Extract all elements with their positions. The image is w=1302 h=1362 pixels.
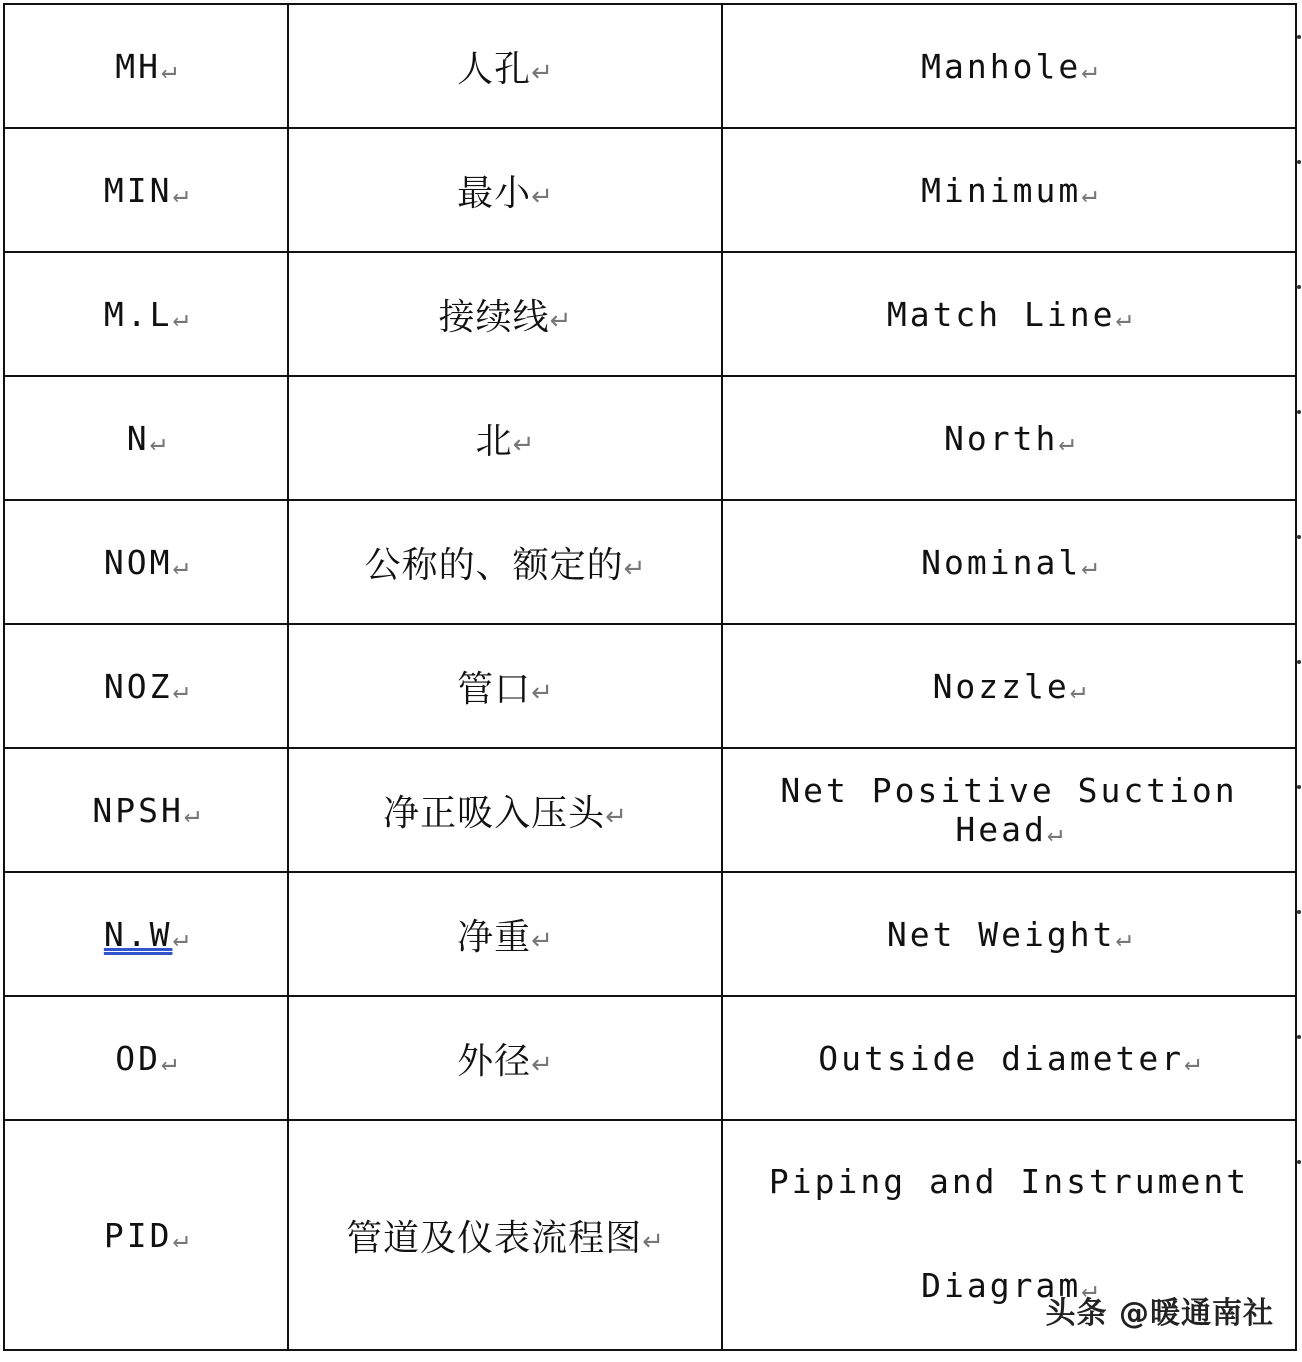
paragraph-mark-icon: ↵ <box>1115 302 1132 333</box>
paragraph-mark-icon: ↵ <box>172 922 189 953</box>
english-cell-text: Nozzle <box>932 666 1070 706</box>
paragraph-mark-icon: ↵ <box>1046 818 1063 848</box>
english-cell-text: Nominal <box>921 542 1082 582</box>
abbreviation-cell <box>4 872 288 996</box>
row-end-mark <box>1297 910 1301 914</box>
chinese-cell-text: 净重 <box>457 916 532 958</box>
table-row <box>4 872 1296 996</box>
english-cell-text: Piping and Instrument Diagram <box>768 1161 1250 1305</box>
row-end-mark <box>1297 285 1301 289</box>
chinese-cell <box>288 748 722 872</box>
table-row <box>4 748 1296 872</box>
chinese-cell-text: 净正吸入压头 <box>383 792 606 834</box>
abbreviation-cell-text: OD <box>115 1038 162 1078</box>
row-end-mark <box>1297 785 1301 789</box>
chinese-cell <box>288 624 722 748</box>
abbreviation-cell-text: NPSH <box>92 790 184 830</box>
chinese-cell-text: 北 <box>475 420 513 462</box>
watermark: 头条 @暖通南社 <box>1045 1296 1274 1331</box>
row-end-mark <box>1297 410 1301 414</box>
table-row <box>4 252 1296 376</box>
paragraph-mark-icon: ↵ <box>172 550 189 581</box>
abbreviation-cell-text: MIN <box>103 170 173 210</box>
paragraph-mark-icon: ↵ <box>531 925 553 956</box>
paragraph-mark-icon: ↵ <box>172 674 189 705</box>
english-cell <box>722 128 1296 252</box>
abbreviation-cell <box>4 500 288 624</box>
chinese-cell <box>288 996 722 1120</box>
abbreviation-cell <box>4 252 288 376</box>
paragraph-mark-icon: ↵ <box>1081 54 1097 85</box>
chinese-cell-text: 人孔 <box>457 48 532 90</box>
paragraph-mark-icon: ↵ <box>1115 922 1132 953</box>
english-cell <box>722 996 1296 1120</box>
english-cell <box>722 624 1296 748</box>
english-cell <box>722 376 1296 500</box>
abbreviation-cell <box>4 1120 288 1350</box>
paragraph-mark-icon: ↵ <box>1081 550 1097 581</box>
english-cell <box>722 748 1296 872</box>
english-cell-text: North <box>944 418 1059 458</box>
english-cell <box>722 872 1296 996</box>
abbreviation-cell <box>4 128 288 252</box>
abbreviation-table <box>3 3 1297 1351</box>
paragraph-mark-icon: ↵ <box>161 1046 177 1077</box>
chinese-cell-text: 公称的、额定的 <box>364 544 624 586</box>
english-cell-text: Net Positive Suction Head <box>780 771 1238 849</box>
paragraph-mark-icon: ↵ <box>149 426 166 457</box>
abbreviation-cell <box>4 996 288 1120</box>
abbreviation-cell-text: PID <box>103 1215 173 1255</box>
table-row <box>4 376 1296 500</box>
chinese-cell <box>288 872 722 996</box>
chinese-cell-text: 最小 <box>457 172 532 214</box>
chinese-cell-text: 接续线 <box>438 296 550 338</box>
english-cell <box>722 252 1296 376</box>
paragraph-mark-icon: ↵ <box>1081 1273 1097 1304</box>
paragraph-mark-icon: ↵ <box>531 57 553 88</box>
row-end-mark <box>1297 1035 1301 1039</box>
abbreviation-cell <box>4 376 288 500</box>
paragraph-mark-icon: ↵ <box>623 553 646 584</box>
abbreviation-cell-text: MH <box>115 46 162 86</box>
english-cell-text: Manhole <box>921 46 1082 86</box>
table-row <box>4 4 1296 128</box>
english-cell-text: Outside diameter <box>818 1038 1185 1078</box>
table-row <box>4 500 1296 624</box>
abbreviation-cell-text: NOM <box>103 542 173 582</box>
english-cell <box>722 4 1296 128</box>
chinese-cell <box>288 376 722 500</box>
paragraph-mark-icon: ↵ <box>531 1049 553 1080</box>
paragraph-mark-icon: ↵ <box>172 178 189 209</box>
english-cell-text: Net Weight <box>886 914 1116 954</box>
paragraph-mark-icon: ↵ <box>531 677 553 708</box>
english-cell-text: Minimum <box>921 170 1082 210</box>
table-row <box>4 996 1296 1120</box>
paragraph-mark-icon: ↵ <box>642 1226 664 1257</box>
chinese-cell-text: 管口 <box>457 668 532 710</box>
row-end-mark <box>1297 1160 1301 1164</box>
row-end-mark <box>1297 660 1301 664</box>
table-row <box>4 128 1296 252</box>
abbreviation-cell-text: NOZ <box>103 666 173 706</box>
abbreviation-cell-text: M.L <box>103 294 173 334</box>
abbreviation-cell <box>4 624 288 748</box>
chinese-cell <box>288 1120 722 1350</box>
row-end-mark <box>1297 535 1301 539</box>
paragraph-mark-icon: ↵ <box>1184 1046 1200 1077</box>
paragraph-mark-icon: ↵ <box>1069 674 1086 705</box>
paragraph-mark-icon: ↵ <box>183 798 200 829</box>
chinese-cell-text: 外径 <box>457 1040 532 1082</box>
english-cell-text: Match Line <box>886 294 1116 334</box>
paragraph-mark-icon: ↵ <box>512 429 535 460</box>
row-end-mark <box>1297 35 1301 39</box>
paragraph-mark-icon: ↵ <box>1081 178 1097 209</box>
abbreviation-cell <box>4 748 288 872</box>
english-cell <box>722 500 1296 624</box>
paragraph-mark-icon: ↵ <box>172 302 189 333</box>
paragraph-mark-icon: ↵ <box>605 801 627 832</box>
abbreviation-cell <box>4 4 288 128</box>
chinese-cell <box>288 252 722 376</box>
chinese-cell <box>288 128 722 252</box>
chinese-cell-text: 管道及仪表流程图 <box>346 1217 643 1259</box>
chinese-cell <box>288 500 722 624</box>
paragraph-mark-icon: ↵ <box>161 54 177 85</box>
table-row <box>4 624 1296 748</box>
paragraph-mark-icon: ↵ <box>549 305 572 336</box>
paragraph-mark-icon: ↵ <box>531 181 553 212</box>
paragraph-mark-icon: ↵ <box>1058 426 1074 457</box>
abbreviation-cell-text: N.W <box>103 914 173 954</box>
row-end-mark <box>1297 160 1301 164</box>
abbreviation-cell-text: N <box>126 418 150 458</box>
chinese-cell <box>288 4 722 128</box>
paragraph-mark-icon: ↵ <box>172 1223 189 1254</box>
